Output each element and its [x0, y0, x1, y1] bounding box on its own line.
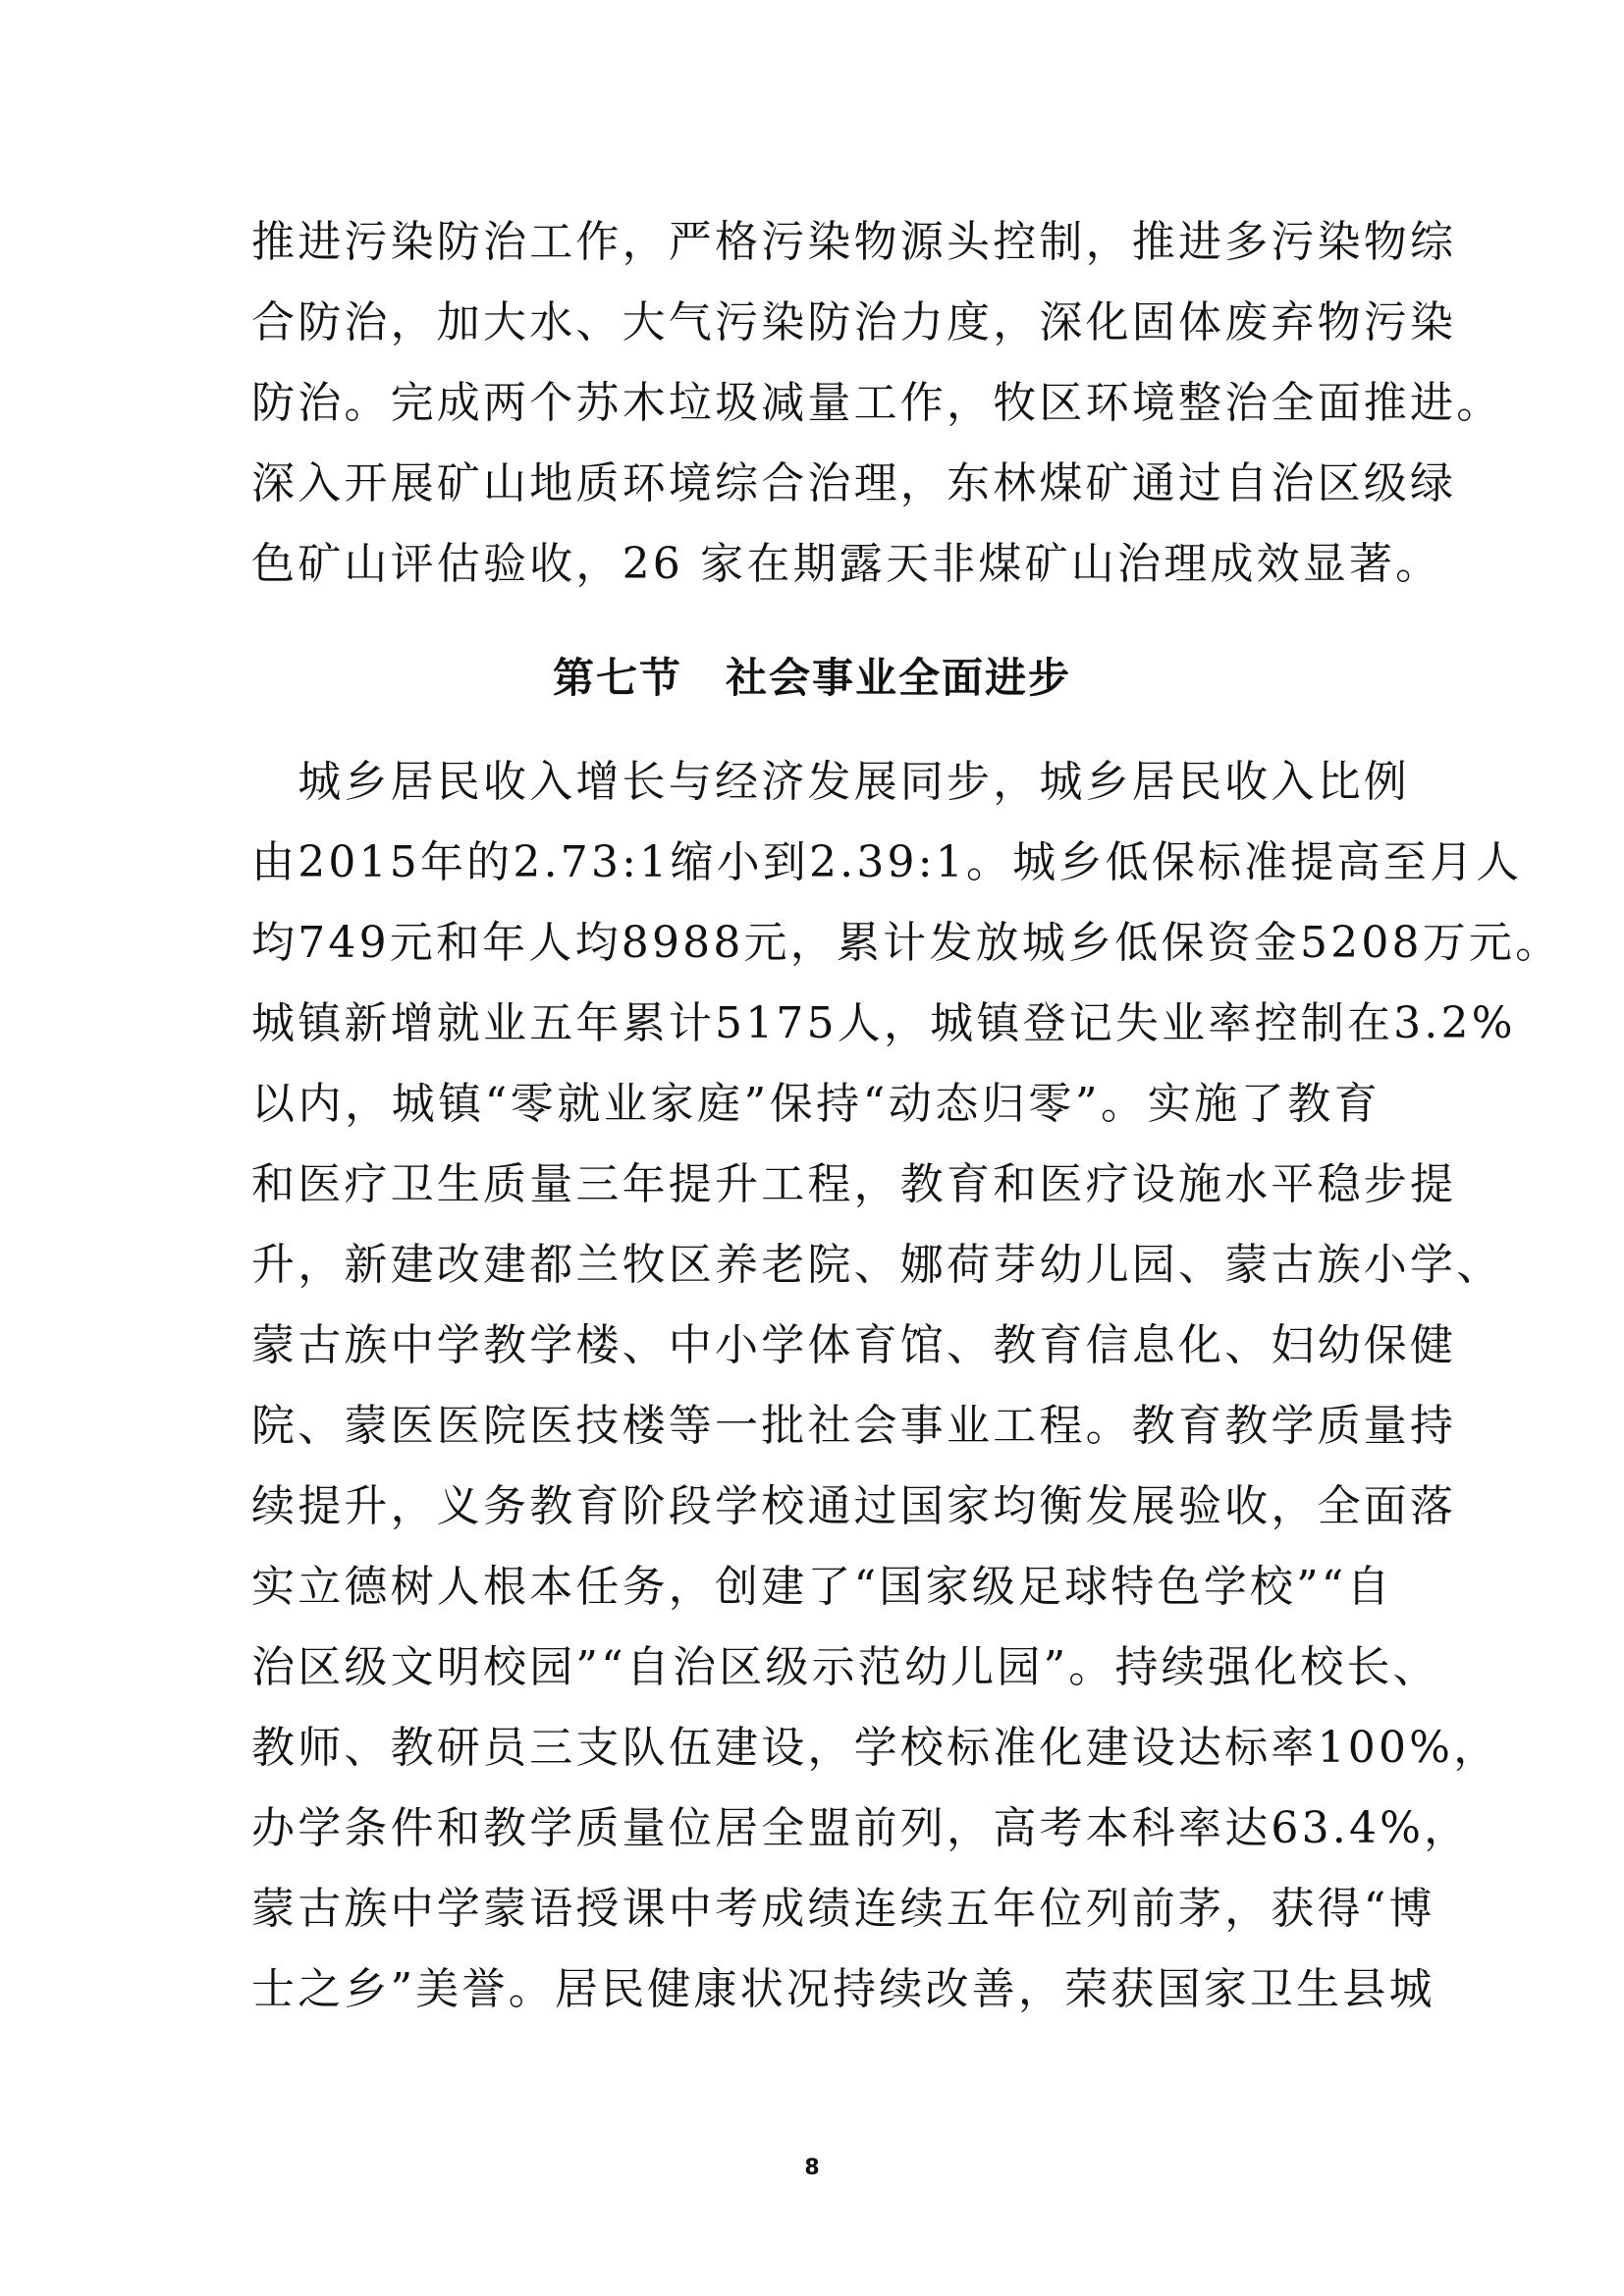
paragraph-line: 色矿山评估验收，26 家在期露天非煤矿山治理成效显著。 [251, 539, 1442, 589]
paragraph-line: 治区级文明校园”“自治区级示范幼儿园”。持续强化校长、 [251, 1642, 1439, 1692]
paragraph-line: 深入开展矿山地质环境综合治理，东林煤矿通过自治区级绿 [251, 458, 1457, 508]
paragraph-line: 办学条件和教学质量位居全盟前列，高考本科率达63.4%， [251, 1803, 1471, 1853]
paragraph-line: 防治。完成两个苏木垃圾减量工作，牧区环境整治全面推进。 [251, 378, 1503, 428]
top-paragraph [251, 202, 1503, 605]
section-heading: 第七节 社会事业全面进步 [552, 654, 1071, 702]
paragraph-line: 由2015年的2.73:1缩小到2.39:1。城乡低保标准提高至月人 [251, 837, 1523, 887]
paragraph-line: 合防治，加大水、大气污染防治力度，深化固体废弃物污染 [251, 297, 1457, 347]
paragraph-line: 城乡居民收入增长与经济发展同步，城乡居民收入比例 [251, 757, 1410, 807]
paragraph-line: 升，新建改建都兰牧区养老院、娜荷芽幼儿园、蒙古族小学、 [251, 1240, 1503, 1290]
paragraph-line: 均749元和年人均8988元，累计发放城乡低保资金5208万元。 [251, 918, 1562, 968]
paragraph-line: 蒙古族中学蒙语授课中考成绩连续五年位列前茅，获得“博 [251, 1884, 1435, 1934]
paragraph-line: 实立德树人根本任务，创建了“国家级足球特色学校”“自 [251, 1562, 1393, 1612]
paragraph-line: 推进污染防治工作，严格污染物源头控制，推进多污染物综 [251, 217, 1457, 267]
page-number: 8 [804, 2156, 820, 2180]
paragraph-line: 教师、教研员三支队伍建设，学校标准化建设达标率100%， [251, 1723, 1500, 1773]
paragraph-line: 院、蒙医医院医技楼等一批社会事业工程。教育教学质量持 [251, 1401, 1457, 1451]
paragraph-line: 和医疗卫生质量三年提升工程，教育和医疗设施水平稳步提 [251, 1159, 1457, 1209]
paragraph-line: 蒙古族中学教学楼、中小学体育馆、教育信息化、妇幼保健 [251, 1320, 1457, 1370]
paragraph-line: 续提升，义务教育阶段学校通过国家均衡发展验收，全面落 [251, 1481, 1457, 1531]
body-paragraph [251, 742, 1562, 2030]
paragraph-line: 以内，城镇“零就业家庭”保持“动态归零”。实施了教育 [251, 1079, 1380, 1129]
paragraph-line: 城镇新增就业五年累计5175人，城镇登记失业率控制在3.2% [251, 998, 1516, 1048]
paragraph-line: 士之乡”美誉。居民健康状况持续改善，荣获国家卫生县城 [251, 1964, 1435, 2014]
